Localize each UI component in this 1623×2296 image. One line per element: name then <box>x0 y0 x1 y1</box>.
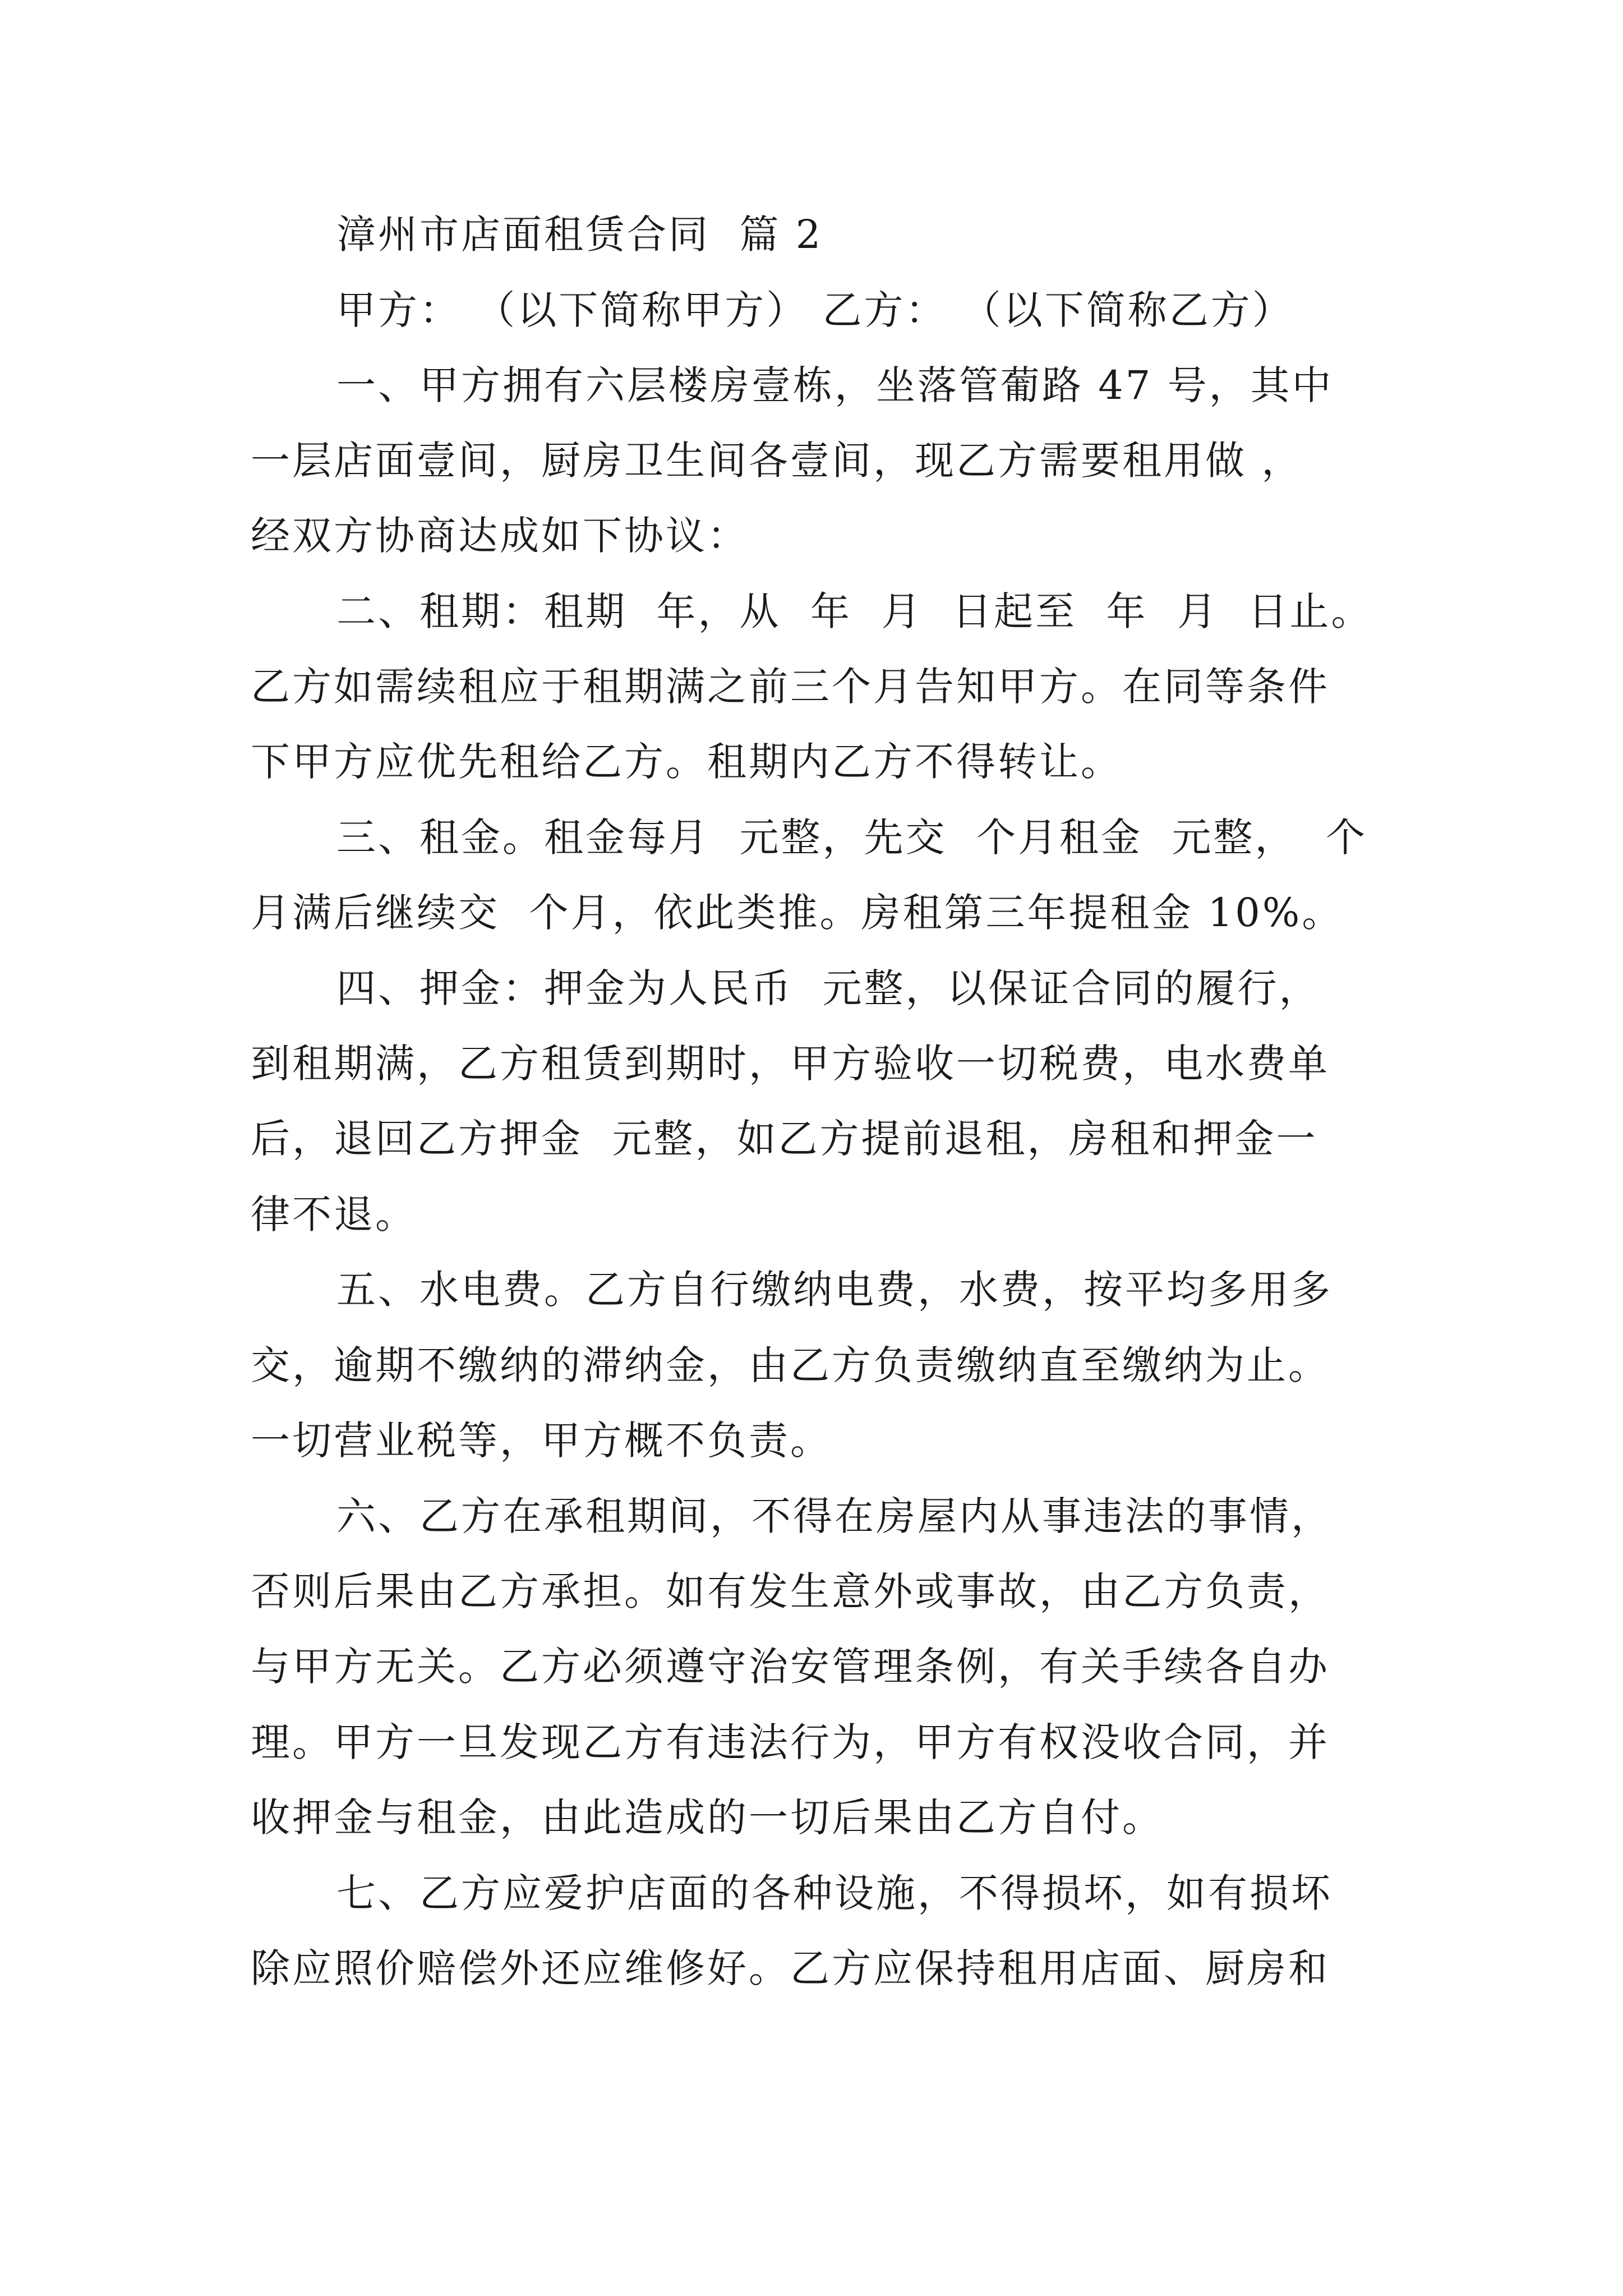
clause-4-line-3: 后，退回乙方押金 元整，如乙方提前退租，房租和押金一 <box>251 1116 1318 1162</box>
clause-3-line-2: 月满后继续交 个月，依此类推。房租第三年提租金 10%。 <box>251 890 1344 936</box>
clause-6-line-3: 与甲方无关。乙方必须遵守治安管理条例，有关手续各自办 <box>251 1644 1330 1690</box>
clause-5-line-2: 交，逾期不缴纳的滞纳金，由乙方负责缴纳直至缴纳为止。 <box>251 1342 1330 1388</box>
clause-2-line-2: 乙方如需续租应于租期满之前三个月告知甲方。在同等条件 <box>251 664 1330 710</box>
clause-6-line-5: 收押金与租金，由此造成的一切后果由乙方自付。 <box>251 1795 1164 1841</box>
clause-6-line-2: 否则后果由乙方承担。如有发生意外或事故，由乙方负责， <box>251 1568 1330 1614</box>
clause-2-line-3: 下甲方应优先租给乙方。租期内乙方不得转让。 <box>251 739 1122 785</box>
clause-1-line-3: 经双方协商达成如下协议： <box>251 513 749 559</box>
clause-7-line-1: 七、乙方应爱护店面的各种设施，不得损坏，如有损坏 <box>336 1870 1332 1916</box>
clause-7-line-2: 除应照价赔偿外还应维修好。乙方应保持租用店面、厨房和 <box>251 1945 1330 1991</box>
clause-4-line-2: 到租期满，乙方租赁到期时，甲方验收一切税费，电水费单 <box>251 1041 1330 1087</box>
clause-2-line-1: 二、租期：租期 年，从 年 月 日起至 年 月 日止。 <box>336 588 1373 634</box>
clause-6-line-1: 六、乙方在承租期间，不得在房屋内从事违法的事情， <box>336 1493 1332 1539</box>
parties-line: 甲方： （以下简称甲方） 乙方： （以下简称乙方） <box>336 287 1294 333</box>
clause-1-line-1: 一、甲方拥有六层楼房壹栋，坐落管葡路 47 号，其中 <box>336 362 1334 408</box>
clause-1-line-2: 一层店面壹间，厨房卫生间各壹间，现乙方需要租用做 ， <box>251 438 1303 484</box>
clause-4-line-4: 律不退。 <box>251 1191 417 1237</box>
clause-4-line-1: 四、押金：押金为人民币 元整，以保证合同的履行， <box>336 965 1321 1011</box>
clause-3-line-1: 三、租金。租金每月 元整，先交 个月租金 元整， 个 <box>336 815 1368 861</box>
clause-5-line-3: 一切营业税等，甲方概不负责。 <box>251 1418 832 1464</box>
document-heading: 漳州市店面租赁合同 篇 2 <box>336 211 823 257</box>
clause-6-line-4: 理。甲方一旦发现乙方有违法行为，甲方有权没收合同，并 <box>251 1719 1330 1765</box>
clause-5-line-1: 五、水电费。乙方自行缴纳电费，水费，按平均多用多 <box>336 1267 1332 1313</box>
